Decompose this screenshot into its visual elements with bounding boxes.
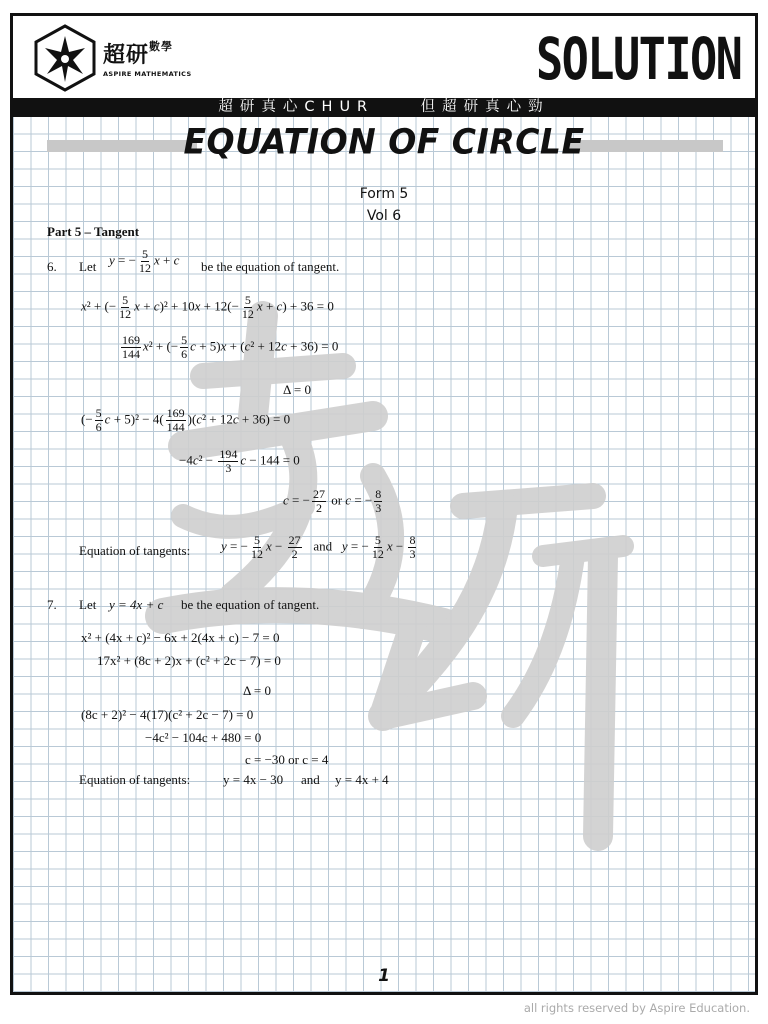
q7-statement-tail: be the equation of tangent. xyxy=(181,597,320,612)
q7-tangent-1: y = 4x − 30 xyxy=(223,772,284,787)
q7-c-solutions: c = −30 or c = 4 xyxy=(245,752,329,767)
q7-let-equation: y = 4x + c xyxy=(109,597,164,612)
q7-discriminant-condition: Δ = 0 xyxy=(243,683,271,698)
logo-chinese: 超研 xyxy=(103,43,150,68)
q6-statement-tail: be the equation of tangent. xyxy=(201,259,340,274)
q6-let: Let xyxy=(79,259,97,274)
logo-hexagon-star-icon xyxy=(33,24,97,92)
q6-and: and xyxy=(313,538,333,554)
q7-number: 7. xyxy=(47,597,57,612)
q7-quadratic: 17x² + (8c + 2)x + (c² + 2c − 7) = 0 xyxy=(97,653,281,668)
q6-number: 6. xyxy=(47,259,57,274)
q6-discriminant-condition: Δ = 0 xyxy=(283,382,311,397)
q6-substitution: x² + (− $\frac{5}{12}$ x + c)² + 10x + 12(− $\frac{5}{12}$ x + c) + 36 = 0 xyxy=(81,293,334,321)
q6-let-equation: y = − $\frac{5}{12}$ x + c xyxy=(109,247,180,275)
logo-chinese-small: 數學 xyxy=(149,40,174,53)
q7-and: and xyxy=(301,772,320,787)
page-number: 1 xyxy=(378,966,390,986)
watermark-logo xyxy=(143,296,643,856)
q6-tangent-equations: y = − $\frac{5}{12}$ x − $\frac{27}{2}$ and y = − $\frac{5}{12}$ x − $\frac{8}{3}$ xyxy=(221,533,416,561)
q6-discriminant-expansion: (− $\frac{5}{6}$ c + 5)² − 4( $\frac{169}{144}$ )(c² + 12c + 36) = 0 xyxy=(81,406,291,434)
q6-quadratic: $\frac{169}{144}$ x² + (− $\frac{5}{6}$ c + 5)x + (c² + 12c + 36) = 0 xyxy=(122,333,339,361)
form-label: Form 5 xyxy=(359,186,409,202)
q6-tangents-label: Equation of tangents: xyxy=(79,543,191,558)
part-heading: Part 5 – Tangent xyxy=(47,224,140,239)
q7-tangents-label: Equation of tangents: xyxy=(79,772,191,787)
q7-discriminant-expansion: (8c + 2)² − 4(17)(c² + 2c − 7) = 0 xyxy=(81,707,254,722)
header xyxy=(13,16,755,98)
page-title: EQUATION OF CIRCLE xyxy=(183,121,585,162)
q7-let: Let xyxy=(79,597,97,612)
q7-simplified: −4c² − 104c + 480 = 0 xyxy=(145,730,262,745)
logo-wordmark xyxy=(103,38,192,78)
q7-substitution: x² + (4x + c)² − 6x + 2(4x + c) − 7 = 0 xyxy=(81,630,280,645)
q7-tangent-2: y = 4x + 4 xyxy=(335,772,389,787)
worksheet-page xyxy=(10,13,758,995)
logo-english: ASPIRE MATHEMATICS xyxy=(103,70,192,78)
copyright-footer: all rights reserved by Aspire Education. xyxy=(523,1001,750,1015)
q6-c-solutions: c = − $\frac{27}{2}$ or c = − $\frac{8}{3}$ xyxy=(283,487,382,515)
solution-heading: SOLUTION xyxy=(535,25,741,93)
volume-label: Vol 6 xyxy=(366,208,402,224)
slogan-banner: 超研真心CHUR 但超研真心勁 xyxy=(13,98,755,117)
q6-simplified: −4c² − $\frac{194}{3}$ c − 144 = 0 xyxy=(179,447,300,475)
q6-or: or xyxy=(331,492,343,508)
